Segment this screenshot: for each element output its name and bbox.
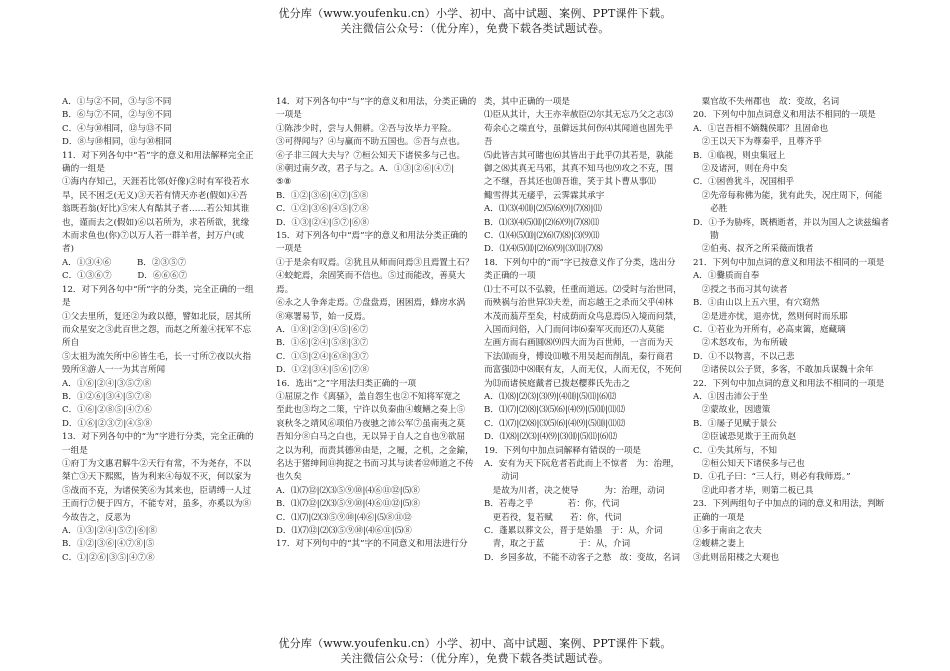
text-line: 12．对下列各句中“所”字的分类，完全正确的一组 [62, 284, 254, 295]
text-line: 勖 [693, 231, 719, 242]
text-line: ⑴臣从其计，大王亦幸赦臣⑵尔其无忘乃父之志⑶ [484, 110, 674, 121]
text-line: ⑴士不可以不弘毅，任重而道远。⑵受时与治世同， [484, 284, 682, 295]
text-line: D．⑴⑷⑸⑽|⑵⑹⑼|⑶⑾|⑺⑻ [484, 244, 603, 255]
text-line: 翁既若翁(好比)⑤宋人有酤其子者……若公知其谁 [62, 204, 250, 215]
text-line: 而众星安之③此百世之怨，而赵之所羞④抚军不忘 [62, 324, 252, 335]
text-line: A．①爨质而自奉 [693, 271, 760, 282]
text-line: 19．下列句中加点词解释有错误的一项是 [484, 445, 642, 456]
text-line: ①府丁为文惠君解牛②天行有常，不为尧存，不以 [62, 458, 252, 469]
text-line: 为⒀而诸侯庭戴者已拨赵樱葬氏先击之 [484, 378, 631, 389]
text-line: C．①②|③⑥|④⑤|⑦⑧ [276, 204, 369, 215]
text-column-2 [276, 96, 482, 635]
text-line: ③此则岳阳楼之大观也 [693, 552, 779, 563]
text-line: 正确的一项是 [693, 512, 745, 523]
text-line: 焉。 [276, 284, 294, 295]
footer-line-1: 优分库（www.youfenku.cn）小学、初中、高中试题、案例、PPT课件下载。 [278, 637, 672, 650]
text-line: 一组是 [62, 445, 88, 456]
text-line: C．④与⑩相同，⑫与⑬不同 [62, 123, 172, 134]
text-line: B．①临视，则虫集冠上 [693, 150, 786, 161]
text-line: A．⑴⑺⑫|⑵⑶⑤⑨⑩|⑷⑥⑪⑫|⑸⑧ [276, 485, 420, 496]
text-line: 青，取之于蓝 于：从，介词 [484, 539, 631, 550]
text-line: A．①因击沛公于坐 [693, 391, 768, 402]
text-line: D．①②|③④|⑤⑥|⑦⑧ [276, 365, 369, 376]
text-line: 动词 [484, 472, 519, 483]
text-line: ⑸此皆吉其可睹也⑹其皆出于此乎⑺其若是，孰能 [484, 150, 674, 161]
text-line: 一项是 [276, 244, 302, 255]
text-line: 苟余心之端直兮，虽僻远其何伤⑷其闻道也固先乎 [484, 123, 674, 134]
text-line: ②王以天下为尊秦乎，且尊齐乎 [693, 137, 822, 148]
footer-line-2: 关注微信公众号：（优分库），免费下载各类试题试卷。 [340, 652, 610, 665]
text-line: 所自 [62, 338, 80, 349]
text-line: 御之⑻其真无马邪，其真不知马也⑼攻之不克，围 [484, 164, 674, 175]
text-line: 而富强⑿中⑻眠有友，人而无仪，人而无仪，不死何 [484, 365, 682, 376]
text-column-3 [484, 96, 691, 635]
text-line: 鲰雪得其无痿乎，云霁霖其承宇 [484, 190, 605, 201]
header-line-2: 关注微信公众号：（优分库），免费下载各类试题试卷。 [340, 22, 610, 35]
text-line: 今故告之，反恶为 [62, 512, 131, 523]
text-line: B．⑴⑶⑷⑸⑽|⑵⑹⑼|⑺⑻⑾ [484, 217, 600, 228]
text-line: C．①|②⑥|③⑤|④⑦⑧ [62, 552, 155, 563]
text-line: A．①③④⑥ B．②③⑤⑦ [62, 257, 187, 268]
text-line: 13．对下列各句中的“为”字进行分类，完全正确的 [62, 432, 254, 443]
text-line: 15．对下列各句中“焉”字的意义和用法分类正确的 [276, 231, 468, 242]
text-line: 毁所⑧游人一一为其言所闻 [62, 365, 166, 376]
text-line: 之不继，吾其还也⑽吾谁，笑于其卜曹从事⑾ [484, 177, 656, 188]
text-line: B．①②|③⑥|④⑦|⑤⑧ [276, 190, 369, 201]
text-line: C．①⑤|②④|⑥⑧|③⑦ [276, 351, 369, 362]
text-line: 也久矣 [276, 472, 302, 483]
text-line: B．①⑥|②④|⑤⑧|③⑦ [276, 338, 369, 349]
text-line: 名达于猪绅间⑪拘捉之书而习其与读者⑫师道之不传 [276, 458, 474, 469]
text-line: A．①岂吾相不嫡魏侯耶？且固命也 [693, 123, 829, 134]
text-line: A．①③|②④|⑤⑦|⑥|⑧ [62, 526, 158, 536]
text-line: D．乡园多故，不能不动客子之愁 故：变故，名词 [484, 552, 680, 563]
text-line: 哀秋冬之靖风⑥项伯乃夜驰之沛公军⑦虽南夷之莫 [276, 418, 466, 429]
text-line: 至此也③均之二策，宁许以负秦曲④蝮鳝之奏上⑤ [276, 405, 466, 416]
text-line: D．①⑥|②③⑦|④⑤⑧ [62, 418, 153, 429]
text-line: ⑤战而不克，为诸侯笑⑥为其来也，臣请缚一人过 [62, 485, 252, 496]
text-line: ②是进亦忧，退亦忧，然则何时而乐耶 [693, 311, 848, 322]
text-line: 17．对下列句中的“其”字的不同意义和用法进行分 [276, 539, 468, 550]
text-line: D．⑴⑻|⑵⑶|⑷⑼|⑶⑽|⑸⑾|⑹⑿ [484, 432, 618, 443]
text-line: D．①不以物喜，不以己悲 [693, 351, 795, 362]
text-line: 左画方而右画圆⑻⑼四大而为百世师，一言而为天 [484, 338, 674, 349]
text-line: ①屈原之作《离骚》，盖自怨生也②不知将军宽之 [276, 391, 461, 402]
text-line: 之以为利，而责其德⑩由是，之履，之机，之金鍮， [276, 445, 474, 456]
text-line: ③可得闻与？④与赢而不助五国也。⑤吾与点也。 [276, 137, 466, 148]
text-line: C．①困兽犹斗，况国相乎 [693, 177, 795, 188]
text-line: ⑥子非三闾大夫与？⑦桓公知天下诸侯多与己也。 [276, 150, 466, 161]
text-line: 木茂而蓊芹至矣，村成荫而众鸟息焉⑸入境而问禁， [484, 311, 682, 322]
text-line: 16．选出“之”字用法归类正确的一项 [276, 378, 417, 389]
text-line: ⑧朝过南夕改，君子与之。A．①③|②⑥|④⑦| [276, 164, 455, 175]
text-line: ②此印者才毕，则第二板已具 [693, 485, 814, 496]
text-line: A．⑴⑻|⑵⑶|⑶⑼|⑷⑽|⑸⑾|⑹⑿ [484, 391, 617, 402]
text-line: A．①与②不同，③与⑤不同 [62, 97, 172, 107]
text-line: ①多于南亩之农夫 [693, 526, 762, 536]
text-line: ②诸侯以公子贤，多客，不敢加兵谋魏十余年 [693, 365, 874, 376]
text-line: D．①孔子曰：“三人行，则必有我师焉。” [693, 472, 851, 483]
text-line: ②桓公知天下诸侯多与己也 [693, 458, 805, 469]
text-line: 11．对下列各句中“若”字的意义和用法解释完全正 [62, 150, 254, 161]
text-line: 是 [62, 298, 71, 309]
text-line: ①于是余有叹焉。②犹且从师而问焉③且焉置土石？ [276, 257, 474, 268]
text-line: 王而行⑦便于四方，不能专对，虽多，亦奚以为⑧ [62, 499, 252, 510]
text-line: ②先帝每称佛为能，犹有此失，况庄周下，何能 [693, 190, 883, 201]
text-line: 更若役，复若赋 若：你，代词 [484, 512, 622, 523]
text-line: ①父去里所，复还②为政以德，譬如北辰，居其所 [62, 311, 252, 322]
text-line: 粟官故不失州郡也 故：变故，名词 [693, 97, 840, 107]
text-column-4 [693, 96, 903, 635]
text-line: ②授之书而习其句读者 [693, 284, 788, 295]
text-line: 类，其中正确的一项是 [484, 97, 570, 107]
text-line: ②及诸河，则在舟中矣 [693, 164, 788, 175]
text-line: 22．下列句中加点词的意义和用法不相同的一项是 [693, 378, 885, 389]
text-line: ⑧寒署易节，始一反焉。 [276, 311, 371, 322]
text-line: ②伯夷、叔齐之所采薇而饿者 [693, 244, 814, 255]
text-line: 14．对下列各句中“与”字的意义和用法，分类正确的 [276, 97, 477, 107]
text-line: ②蝮耕之妻上 [693, 539, 745, 550]
text-line: ④蛟蛇焉，余固笑而不信也。⑤过而能改，善莫大 [276, 271, 466, 282]
text-line: C．①③⑥⑦ D．⑥⑥⑥⑦ [62, 271, 188, 282]
text-line: 吾 [484, 137, 493, 148]
text-line: 也，谨而去之(假如)⑥以若所为，求若所欲，犹缘 [62, 217, 250, 228]
text-line: ⑥永之人争奔走焉。⑦盘盘焉，困困焉，蜂房水涡 [276, 298, 466, 309]
text-line: C．①失其所与，不知 [693, 445, 777, 456]
text-line: 必胜 [693, 204, 728, 215]
text-line: D．⑧与⑩相同，⑪与⑩相同 [62, 137, 173, 148]
text-line: B．①屡子见赋于景公 [693, 418, 777, 429]
text-line: ②臣诚恐见欺于王而负赵 [693, 432, 797, 443]
text-line: ①陈涉少时，尝与人佣耕。②吾与汝毕力平险。 [276, 123, 457, 134]
text-line: 是故为川者，决之使导 为：治理，动词 [484, 485, 665, 496]
text-line: C．①⑥|②⑧⑤|④⑦⑥ [62, 405, 152, 416]
text-line: 入国而问俗，入门而问讳⑹秦军灭而还⑺人莫能 [484, 324, 665, 335]
text-line: 者) [62, 244, 74, 255]
text-line: ⑤⑧ [276, 177, 292, 188]
text-line: B．①②|③⑥|④⑦⑧|⑤ [62, 539, 155, 550]
text-line: 旱，民不困乏(无义)③天若有情天亦老(假如)④吾 [62, 190, 248, 201]
header-line-1: 优分库（www.youfenku.cn）小学、初中、高中试题、案例、PPT课件下载。 [278, 7, 672, 20]
text-line: ⑤太祖为流矢所中⑥皆生毛，长一寸所⑦夜以火指 [62, 351, 252, 362]
page-header [0, 6, 950, 36]
text-line: ②术怒攻布，为布所破 [693, 338, 788, 349]
text-line: B．⑴⑺⑫|⑵⑶⑤⑨⑩|⑷⑥⑪⑫|⑸⑧ [276, 499, 420, 510]
text-line: 木而求鱼也(你)⑦以万人若一群羊者，封万户(或 [62, 231, 244, 242]
text-line: 20．下列句中加点词意义和用法不相同的一项是 [693, 110, 876, 121]
text-line: 桀亡③天下熙熙，皆为利来④每奴不灭，何以家为 [62, 472, 252, 483]
text-line: C．⑴⑺|⑵⑻|⑶⑸⑹|⑷⑼|⑸⑽|⑾⑿ [484, 418, 626, 429]
text-line: 吾知分⑧白马之白也，无以异于自人之自也⑨欲屈 [276, 432, 466, 443]
text-line: A．安有为天下阮危者若此而上不惊者 为：治理， [484, 458, 680, 469]
text-line: 一项是 [276, 110, 302, 121]
text-line: 下法⑽而身，傅设⑾嗷不用吴起而削乱，秦行商君 [484, 351, 674, 362]
page-footer [0, 636, 950, 666]
text-line: A．①⑥|②④|③⑤⑦⑧ [62, 378, 152, 389]
text-line: C．⑴⑷⑸⑽|⑵⑹⑺⑻|⑶⑼⑾ [484, 231, 600, 242]
text-line: ②蒙故业，因遗策 [693, 405, 771, 416]
text-line: B．①由山以上五六里，有穴窈然 [693, 298, 820, 309]
text-line: B．①②⑥|③④|⑤⑦⑧ [62, 391, 152, 402]
text-line: D．①③|②④|⑤⑦|⑥⑧ [276, 217, 369, 228]
text-line: C．⑴⑺|⑵⑶⑤⑨⑩|⑷⑥|⑸⑧⑪⑫ [276, 512, 412, 523]
text-line: B．⑥与⑦不同，②与⑨不同 [62, 110, 172, 121]
text-line: 18．下列句中的“而”字已按意义作了分类，选出分 [484, 257, 676, 268]
text-line: C．①若业为开所有，必高束篱，庭藏璃 [693, 324, 846, 335]
text-line: B．若毒之乎 若：你，代词 [484, 499, 620, 510]
text-column-1 [62, 96, 272, 635]
text-line: D．⑴⑺⑫|⑵⑶⑤⑨⑩|⑷⑥⑪|⑸⑧ [276, 526, 412, 536]
text-line: A．⑴⑶⑷⑽|⑵⑸⑹⑼|⑺⑻|⑾ [484, 204, 603, 215]
text-line: D．①予为胁疼，既栖逝者，并以为国人之读兹编者 [693, 217, 889, 228]
text-line: ①海内存知己，天涯若比邻(好像)②时有军役若水 [62, 177, 250, 188]
text-line: 类正确的一项 [484, 271, 536, 282]
text-line: 而殃祸与治世异⑶夫差，而忘越王之杀而父乎⑷林 [484, 298, 674, 309]
text-line: 23．下列两组句子中加点的词的意义和用法，判断 [693, 499, 885, 510]
text-line: B．⑴⑺|⑵⑻|⑶⑸⑹|⑷⑼|⑸⑽|⑾⑿ [484, 405, 626, 416]
text-line: A．①⑧|②③|④⑤|⑥⑦ [276, 324, 369, 335]
text-line: C．蓬累以葬文公，晋于是始墨 于：从，介词 [484, 526, 663, 536]
text-line: 21．下列句中加点词的意义和用法不相同的一项是 [693, 257, 885, 268]
text-line: 确的一组是 [62, 164, 105, 175]
